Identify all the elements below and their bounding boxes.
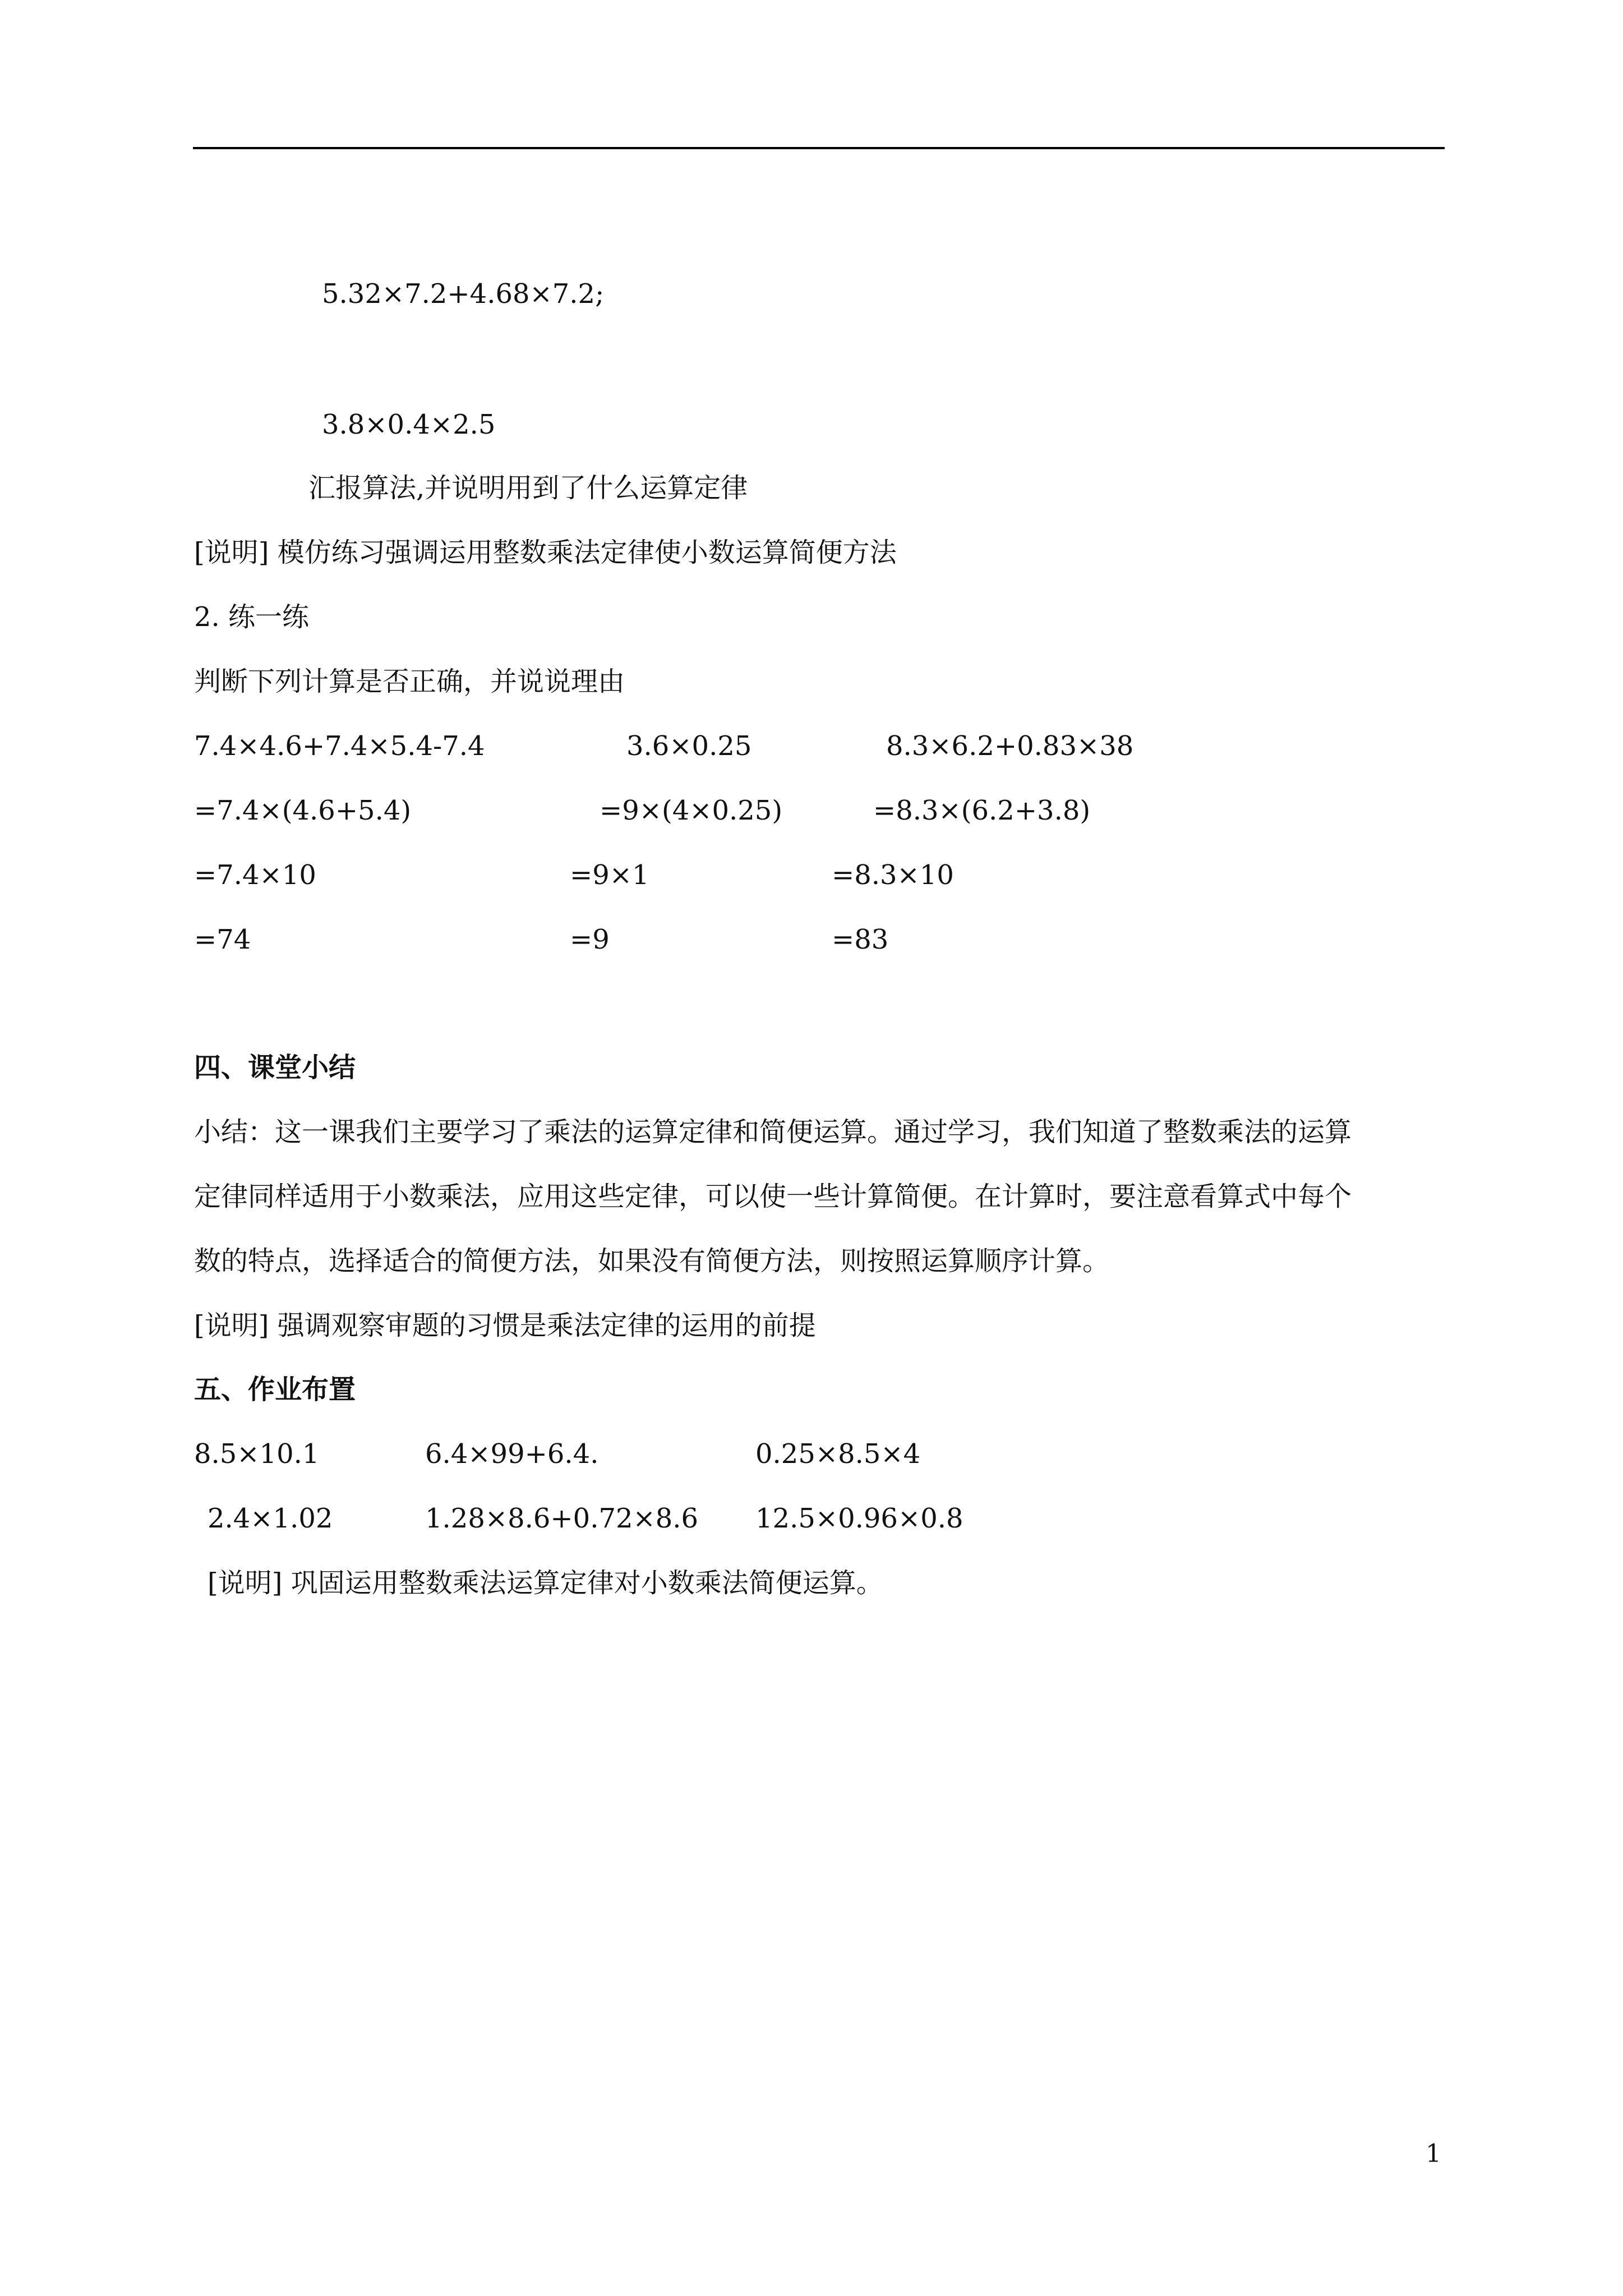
calc-b-step-4: =9 [570,924,610,955]
homework-heading: 五、作业布置 [194,1374,356,1405]
calc-c-step-4: =83 [832,924,889,955]
calc-b-step-2: =9×(4×0.25) [600,795,783,826]
summary-line-1: 小结：这一课我们主要学习了乘法的运算定律和简便运算。通过学习，我们知道了整数乘法的运算 [194,1116,1352,1148]
header-rule [193,147,1445,149]
homework-r1-c2: 6.4×99+6.4. [425,1438,599,1470]
calc-a-step-1: 7.4×4.6+7.4×5.4-7.4 [194,730,485,762]
calc-c-step-2: =8.3×(6.2+3.8) [873,795,1091,826]
page-number: 1 [1426,2139,1441,2168]
calc-a-step-3: =7.4×10 [194,859,316,891]
homework-r1-c3: 0.25×8.5×4 [755,1438,921,1470]
report-line: 汇报算法,并说明用到了什么运算定律 [308,472,748,504]
homework-r1-c1: 8.5×10.1 [194,1438,320,1470]
homework-r2-c1: 2.4×1.02 [208,1503,333,1534]
exercise-line-1: 5.32×7.2+4.68×7.2; [322,278,605,310]
summary-note: [说明] 强调观察审题的习惯是乘法定律的运用的前提 [194,1310,816,1341]
practice-instruction: 判断下列计算是否正确，并说说理由 [194,666,625,697]
note-1: [说明] 模仿练习强调运用整数乘法定律使小数运算简便方法 [194,537,897,568]
calc-b-step-3: =9×1 [570,859,649,891]
summary-heading: 四、课堂小结 [194,1052,356,1083]
calc-a-step-2: =7.4×(4.6+5.4) [194,795,412,826]
homework-r2-c2: 1.28×8.6+0.72×8.6 [425,1503,699,1534]
calc-b-step-1: 3.6×0.25 [626,730,752,762]
calc-a-step-4: =74 [194,924,251,955]
exercise-line-2: 3.8×0.4×2.5 [322,409,496,440]
summary-line-2: 定律同样适用于小数乘法，应用这些定律，可以使一些计算简便。在计算时，要注意看算式中每个 [194,1181,1352,1212]
calc-c-step-3: =8.3×10 [832,859,954,891]
summary-line-3: 数的特点，选择适合的简便方法，如果没有简便方法，则按照运算顺序计算。 [194,1245,1110,1277]
homework-note: [说明] 巩固运用整数乘法运算定律对小数乘法简便运算。 [208,1567,883,1599]
calc-c-step-1: 8.3×6.2+0.83×38 [886,730,1134,762]
practice-heading: 2. 练一练 [194,601,310,633]
homework-r2-c3: 12.5×0.96×0.8 [755,1503,963,1534]
